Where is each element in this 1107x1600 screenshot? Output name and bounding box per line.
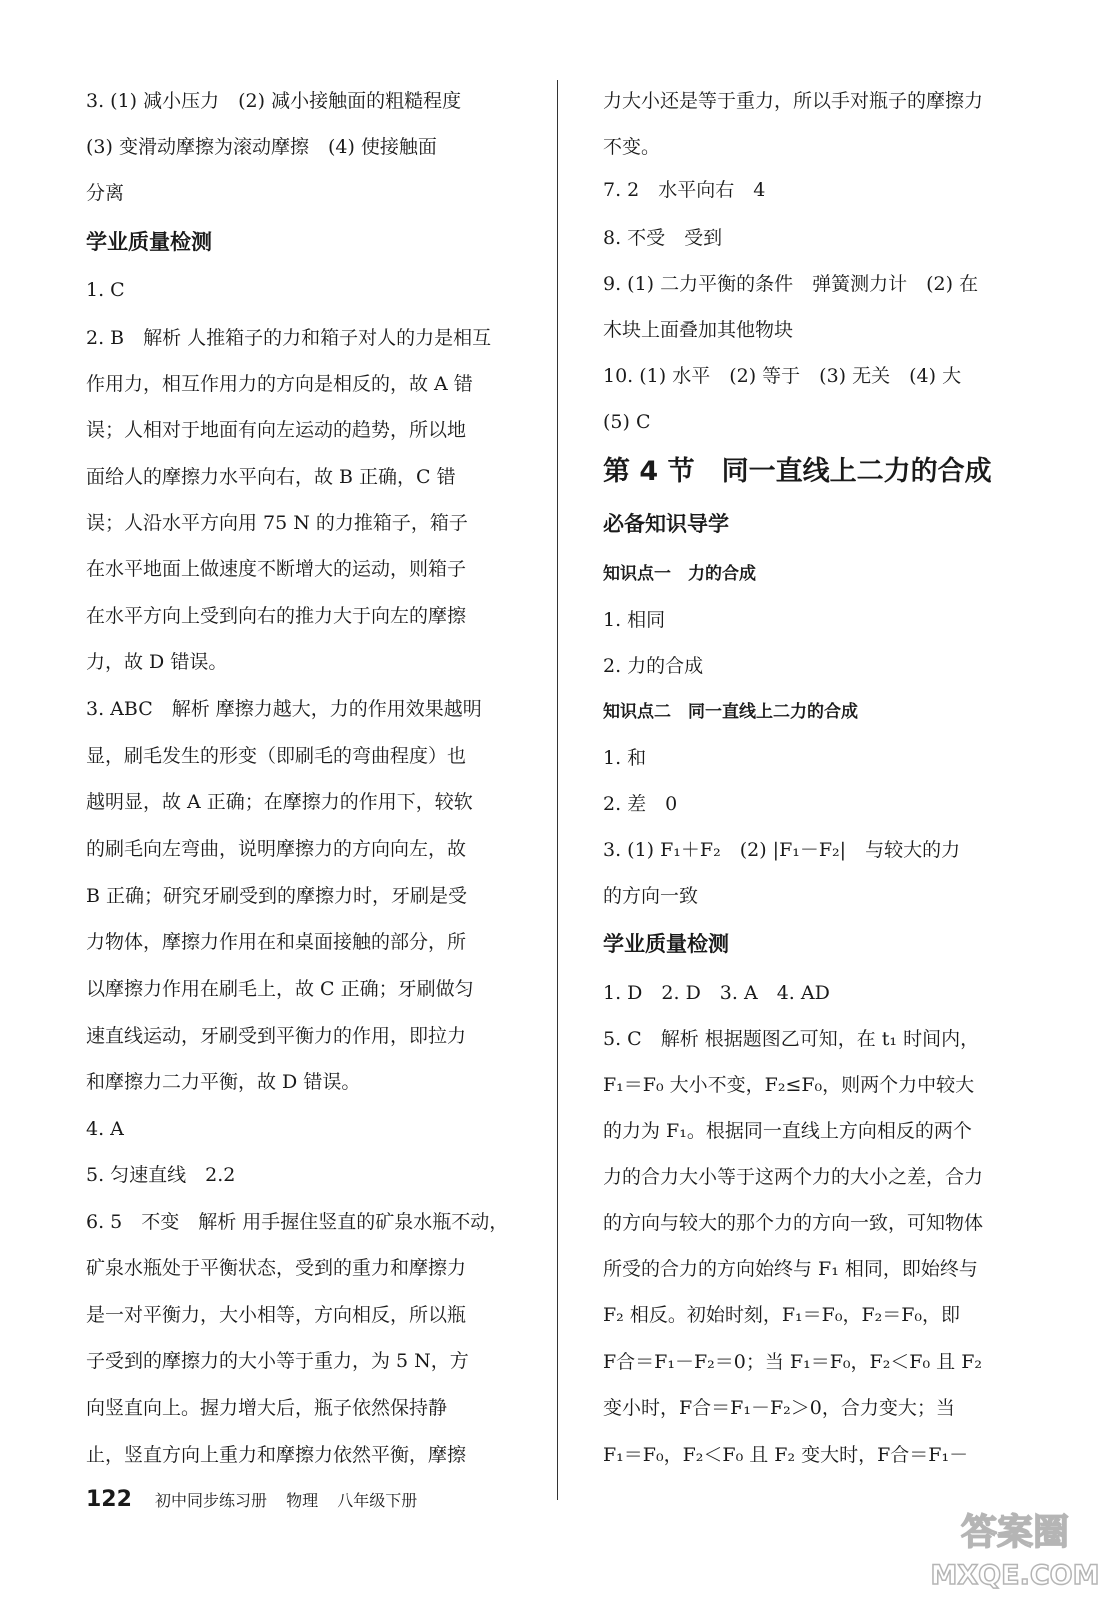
text-line: 5. 匀速直线 2.2 (86, 1164, 236, 1186)
text-line: 不变。 (603, 136, 661, 158)
text-line: 的刷毛向左弯曲，说明摩擦力的方向向左，故 (86, 838, 467, 860)
text-line: 的方向一致 (603, 885, 699, 907)
heading-title: 必备知识导学 (603, 512, 729, 536)
text-line: 力物体，摩擦力作用在和桌面接触的部分，所 (86, 931, 467, 953)
svg-text:MXQE.COM: MXQE.COM (930, 1560, 1100, 1591)
text-line: 变小时，F合＝F₁－F₂＞0，合力变大；当 (603, 1397, 955, 1419)
text-line: 力大小还是等于重力，所以手对瓶子的摩擦力 (603, 90, 984, 112)
text-line: 5. C 解析 根据题图乙可知，在 t₁ 时间内， (603, 1028, 980, 1050)
sub-title: 知识点二 同一直线上二力的合成 (603, 702, 858, 722)
text-line: F合＝F₁－F₂＝0；当 F₁＝F₀，F₂＜F₀ 且 F₂ (603, 1351, 982, 1373)
heading-title: 学业质量检测 (603, 932, 729, 956)
text-line: F₂ 相反。初始时刻，F₁＝F₀，F₂＝F₀，即 (603, 1304, 961, 1326)
text-line: 和摩擦力二力平衡，故 D 错误。 (86, 1071, 361, 1093)
text-line: 2. 力的合成 (603, 655, 704, 677)
text-line: (5) C (603, 411, 651, 433)
grade-label: 八年级下册 (337, 1491, 418, 1510)
text-line: 木块上面叠加其他物块 (603, 319, 794, 341)
text-line: 误；人相对于地面有向左运动的趋势，所以地 (86, 419, 467, 441)
text-line: F₁＝F₀ 大小不变，F₂≤F₀，则两个力中较大 (603, 1074, 975, 1096)
page-footer (86, 1487, 431, 1512)
book-title: 初中同步练习册 (155, 1491, 268, 1510)
text-line: 作用力，相互作用力的方向是相反的，故 A 错 (86, 373, 473, 395)
text-line: 所受的合力的方向始终与 F₁ 相同，即始终与 (603, 1258, 978, 1280)
text-line: 矿泉水瓶处于平衡状态，受到的重力和摩擦力 (86, 1257, 467, 1279)
text-line: 力，故 D 错误。 (86, 651, 228, 673)
text-line: 以摩擦力作用在刷毛上，故 C 正确；牙刷做匀 (86, 978, 474, 1000)
text-line: (3) 变滑动摩擦为滚动摩擦 (4) 使接触面 (86, 136, 437, 158)
text-line: 1. C (86, 279, 125, 301)
text-line: 3. (1) F₁＋F₂ (2) |F₁－F₂| 与较大的力 (603, 839, 961, 861)
text-line: 是一对平衡力，大小相等，方向相反，所以瓶 (86, 1304, 467, 1326)
text-line: 2. 差 0 (603, 793, 678, 815)
text-line: 误；人沿水平方向用 75 N 的力推箱子，箱子 (86, 512, 468, 534)
text-line: 2. B 解析 人推箱子的力和箱子对人的力是相互 (86, 327, 492, 349)
text-line: 10. (1) 水平 (2) 等于 (3) 无关 (4) 大 (603, 365, 962, 387)
text-line: 速直线运动，牙刷受到平衡力的作用，即拉力 (86, 1025, 467, 1047)
text-line: 显，刷毛发生的形变（即刷毛的弯曲程度）也 (86, 745, 467, 767)
text-line: 分离 (86, 182, 125, 204)
text-line: 1. 相同 (603, 609, 666, 631)
text-line: 1. 和 (603, 747, 647, 769)
text-line: 4. A (86, 1118, 124, 1140)
text-line: 力的合力大小等于这两个力的大小之差，合力 (603, 1166, 984, 1188)
text-line: B 正确；研究牙刷受到的摩擦力时，牙刷是受 (86, 885, 468, 907)
text-line: 的方向与较大的那个力的方向一致，可知物体 (603, 1212, 984, 1234)
text-line: 向竖直向上。握力增大后，瓶子依然保持静 (86, 1397, 448, 1419)
text-line: 在水平方向上受到向右的推力大于向左的摩擦 (86, 605, 467, 627)
column-divider (557, 80, 558, 1500)
text-line: 的力为 F₁。根据同一直线上方向相反的两个 (603, 1120, 972, 1142)
text-line: 9. (1) 二力平衡的条件 弹簧测力计 (2) 在 (603, 273, 979, 295)
text-line: 止，竖直方向上重力和摩擦力依然平衡，摩擦 (86, 1444, 467, 1466)
text-line: 越明显，故 A 正确；在摩擦力的作用下，较软 (86, 791, 473, 813)
text-line: 面给人的摩擦力水平向右，故 B 正确，C 错 (86, 466, 456, 488)
text-line: 3. (1) 减小压力 (2) 减小接触面的粗糙程度 (86, 90, 462, 112)
page-number: 122 (86, 1487, 132, 1512)
heading-title: 学业质量检测 (86, 230, 212, 254)
text-line: 7. 2 水平向右 4 (603, 179, 766, 201)
sub-title: 知识点一 力的合成 (603, 564, 756, 584)
text-line: 8. 不受 受到 (603, 227, 723, 249)
watermark-logo (930, 1500, 1100, 1595)
text-line: 6. 5 不变 解析 用手握住竖直的矿泉水瓶不动， (86, 1211, 509, 1233)
text-line: F₁＝F₀，F₂＜F₀ 且 F₂ 变大时，F合＝F₁－ (603, 1444, 969, 1466)
text-line: 在水平地面上做速度不断增大的运动，则箱子 (86, 558, 467, 580)
text-line: 子受到的摩擦力的大小等于重力，为 5 N，方 (86, 1350, 469, 1372)
svg-text:答案圈: 答案圈 (960, 1512, 1070, 1553)
text-line: 1. D 2. D 3. A 4. AD (603, 982, 830, 1004)
section-title: 第 4 节 同一直线上二力的合成 (603, 456, 992, 487)
subject-label: 物理 (286, 1491, 319, 1510)
text-line: 3. ABC 解析 摩擦力越大，力的作用效果越明 (86, 698, 482, 720)
